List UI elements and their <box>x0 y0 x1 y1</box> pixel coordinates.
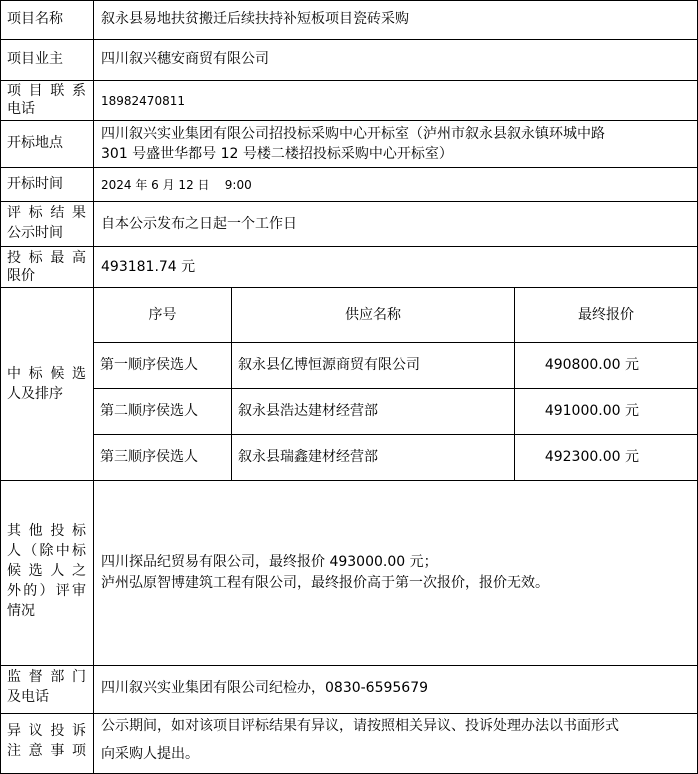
contact-label-line1: 项目联系 <box>7 83 86 99</box>
publicity-label-line2: 公示时间 <box>7 225 63 241</box>
objection-value-line1: 公示期间，如对该项目评标结果有异议，请按照相关异议、投诉处理办法以书面形式 <box>101 718 619 734</box>
supervision-label-line1: 监督部门 <box>7 669 86 685</box>
contact-phone-value: 18982470811 <box>101 94 185 108</box>
owner-label: 项目业主 <box>7 51 63 67</box>
table-border-left <box>0 0 1 774</box>
objection-value-line2: 向采购人提出。 <box>101 746 199 762</box>
candidate-name: 叙永县亿博恒源商贸有限公司 <box>238 357 420 373</box>
publicity-value: 自本公示发布之日起一个工作日 <box>101 216 297 232</box>
row-divider <box>0 480 698 481</box>
row-divider <box>0 201 698 202</box>
max-price-value: 493181.74 元 <box>101 259 196 275</box>
others-label-line2: 人（除中标 <box>7 543 86 559</box>
owner-value: 四川叙兴穗安商贸有限公司 <box>101 51 269 67</box>
row-divider <box>0 246 698 247</box>
max-price-label-line1: 投标最高 <box>7 250 86 266</box>
candidate-price: 490800.00 元 <box>544 357 639 373</box>
candidate-header-name: 供应名称 <box>345 307 401 323</box>
candidate-name: 叙永县瑞鑫建材经营部 <box>238 449 378 465</box>
candidate-price: 491000.00 元 <box>544 403 639 419</box>
others-label-line5: 情况 <box>7 603 35 619</box>
candidate-rank: 第三顺序侯选人 <box>100 449 198 465</box>
candidates-label-line2: 人及排序 <box>7 386 63 402</box>
row-divider <box>0 287 698 288</box>
others-label-line3: 候选人之 <box>7 563 86 579</box>
row-divider <box>0 39 698 40</box>
location-label: 开标地点 <box>7 135 63 151</box>
open-time-label: 开标时间 <box>7 176 63 192</box>
table-border-top <box>0 0 698 1</box>
row-divider <box>0 167 698 168</box>
candidate-name: 叙永县浩达建材经营部 <box>238 403 378 419</box>
others-value-line1: 四川探品纪贸易有限公司，最终报价 493000.00 元； <box>101 554 438 570</box>
candidates-label-line1: 中标候选 <box>7 366 86 382</box>
others-label-line1: 其他投标 <box>7 523 86 539</box>
candidate-row-divider <box>93 342 698 343</box>
candidate-price: 492300.00 元 <box>544 449 639 465</box>
candidate-row-divider <box>93 434 698 435</box>
label-column-divider <box>93 0 94 774</box>
row-divider <box>0 665 698 666</box>
open-time-value: 2024 年 6 月 12 日 9:00 <box>101 178 252 192</box>
supervision-value: 四川叙兴实业集团有限公司纪检办，0830-6595679 <box>101 680 429 696</box>
contact-label-line2: 电话 <box>7 101 35 117</box>
others-value-line2: 泸州弘原智博建筑工程有限公司，最终报价高于第一次报价，报价无效。 <box>101 575 549 591</box>
candidate-header-rank: 序号 <box>148 307 177 323</box>
row-divider <box>0 120 698 121</box>
candidate-rank: 第二顺序侯选人 <box>100 403 198 419</box>
row-divider <box>0 80 698 81</box>
project-name-value: 叙永县易地扶贫搬迁后续扶持补短板项目瓷砖采购 <box>101 11 409 27</box>
supervision-label-line2: 及电话 <box>7 689 49 705</box>
project-name-label: 项目名称 <box>7 11 63 27</box>
row-divider <box>0 713 698 714</box>
location-value-line2: 301 号盛世华都号 12 号楼二楼招投标采购中心开标室） <box>101 146 453 162</box>
candidate-rank: 第一顺序侯选人 <box>100 357 198 373</box>
publicity-label-line1: 评标结果 <box>7 205 86 221</box>
others-label-line4: 外的）评审 <box>7 583 86 599</box>
candidate-header-price: 最终报价 <box>578 307 634 323</box>
objection-label-line2: 注意事项 <box>7 743 86 759</box>
location-value-line1: 四川叙兴实业集团有限公司招投标采购中心开标室（泸州市叙永县叙永镇环城中路 <box>101 126 605 142</box>
max-price-label-line2: 限价 <box>7 268 35 284</box>
objection-label-line1: 异议投诉 <box>7 723 86 739</box>
candidate-row-divider <box>93 388 698 389</box>
